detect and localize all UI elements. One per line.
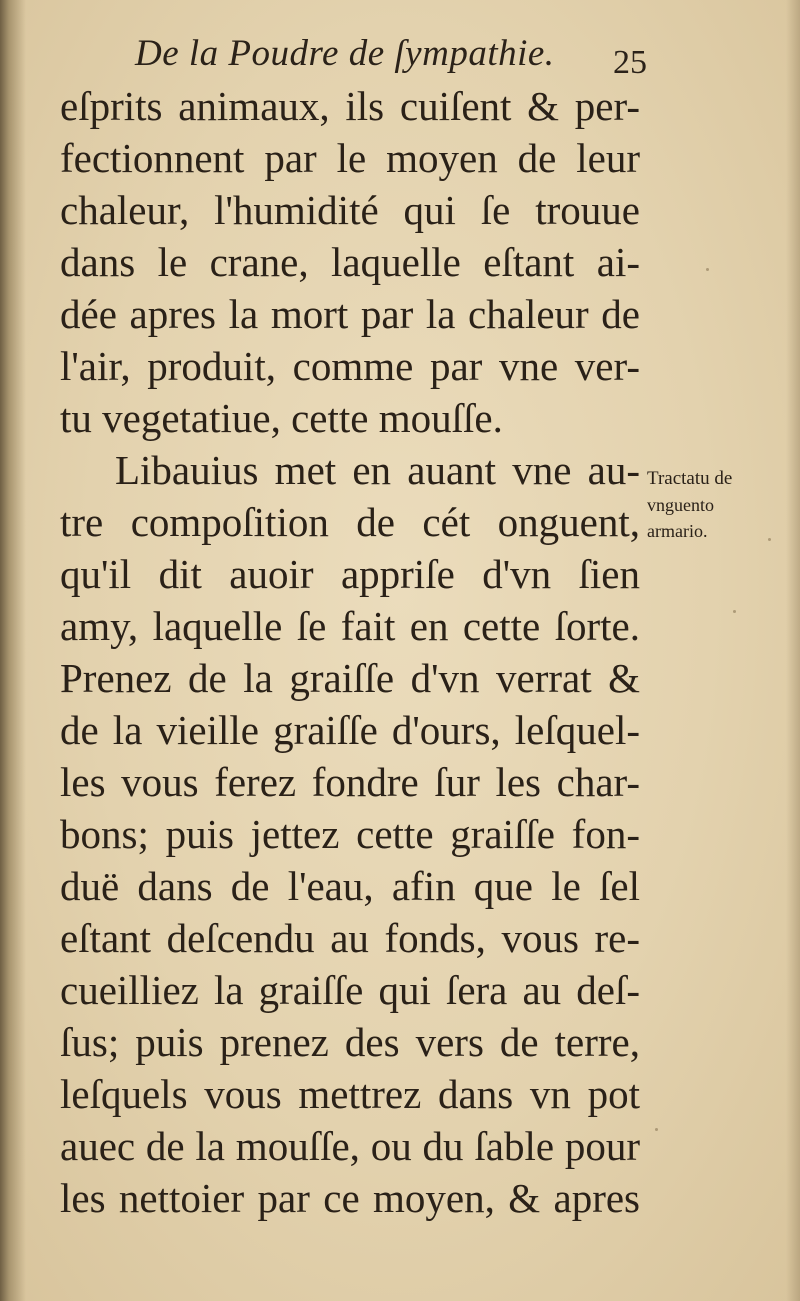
text-line: duë dans de l'eau, afin que le ſel xyxy=(60,863,640,909)
text-line: amy, laquelle ſe fait en cette ſorte. xyxy=(60,603,640,649)
text-line: dans le crane, laquelle eſtant ai- xyxy=(60,239,640,285)
text-line: Prenez de la graiſſe d'vn verrat & xyxy=(60,655,640,701)
text-line: auec de la mouſſe, ou du ſable pour xyxy=(60,1123,640,1169)
text-line: les nettoier par ce moyen, & apres xyxy=(60,1175,640,1221)
gutter-shadow xyxy=(0,0,26,1301)
text-line: cueilliez la graiſſe qui ſera au deſ- xyxy=(60,967,640,1013)
text-line: qu'il dit auoir appriſe d'vn ſien xyxy=(60,551,640,597)
margin-note-line: Tractatu de xyxy=(647,468,733,489)
margin-note xyxy=(647,466,777,544)
paper-speck xyxy=(768,538,771,541)
text-line: l'air, produit, comme par vne ver- xyxy=(60,343,640,389)
text-line: les vous ferez fondre ſur les char- xyxy=(60,759,640,805)
text-line: fectionnent par le moyen de leur xyxy=(60,135,640,181)
margin-note-line: armario. xyxy=(647,521,708,541)
text-line: dée apres la mort par la chaleur de xyxy=(60,291,640,337)
text-line: tre compoſition de cét onguent, xyxy=(60,499,640,545)
text-line: de la vieille graiſſe d'ours, leſquel- xyxy=(60,707,640,753)
paper-speck xyxy=(733,610,736,613)
page-edge xyxy=(786,0,800,1301)
paper-speck xyxy=(706,268,709,271)
text-line: ſus; puis prenez des vers de terre, xyxy=(60,1019,640,1065)
paragraph-first-line: Libauius met en auant vne au- xyxy=(115,447,640,493)
running-head xyxy=(135,30,655,86)
page-number: 25 xyxy=(613,44,647,81)
text-line: leſquels vous mettrez dans vn pot xyxy=(60,1071,640,1117)
text-line: tu vegetatiue, cette mouſſe. xyxy=(60,395,503,441)
text-line: bons; puis jettez cette graiſſe fon- xyxy=(60,811,640,857)
body-text xyxy=(60,80,640,1221)
text-line: eſtant deſcendu au fonds, vous re- xyxy=(60,915,640,961)
running-title: De la Poudre de ſympathie. xyxy=(135,33,555,74)
margin-note-line: vnguento xyxy=(647,495,714,515)
text-line: eſprits animaux, ils cuiſent & per- xyxy=(60,83,640,129)
text-line: chaleur, l'humidité qui ſe trouue xyxy=(60,187,640,233)
paper-speck xyxy=(655,1128,658,1131)
